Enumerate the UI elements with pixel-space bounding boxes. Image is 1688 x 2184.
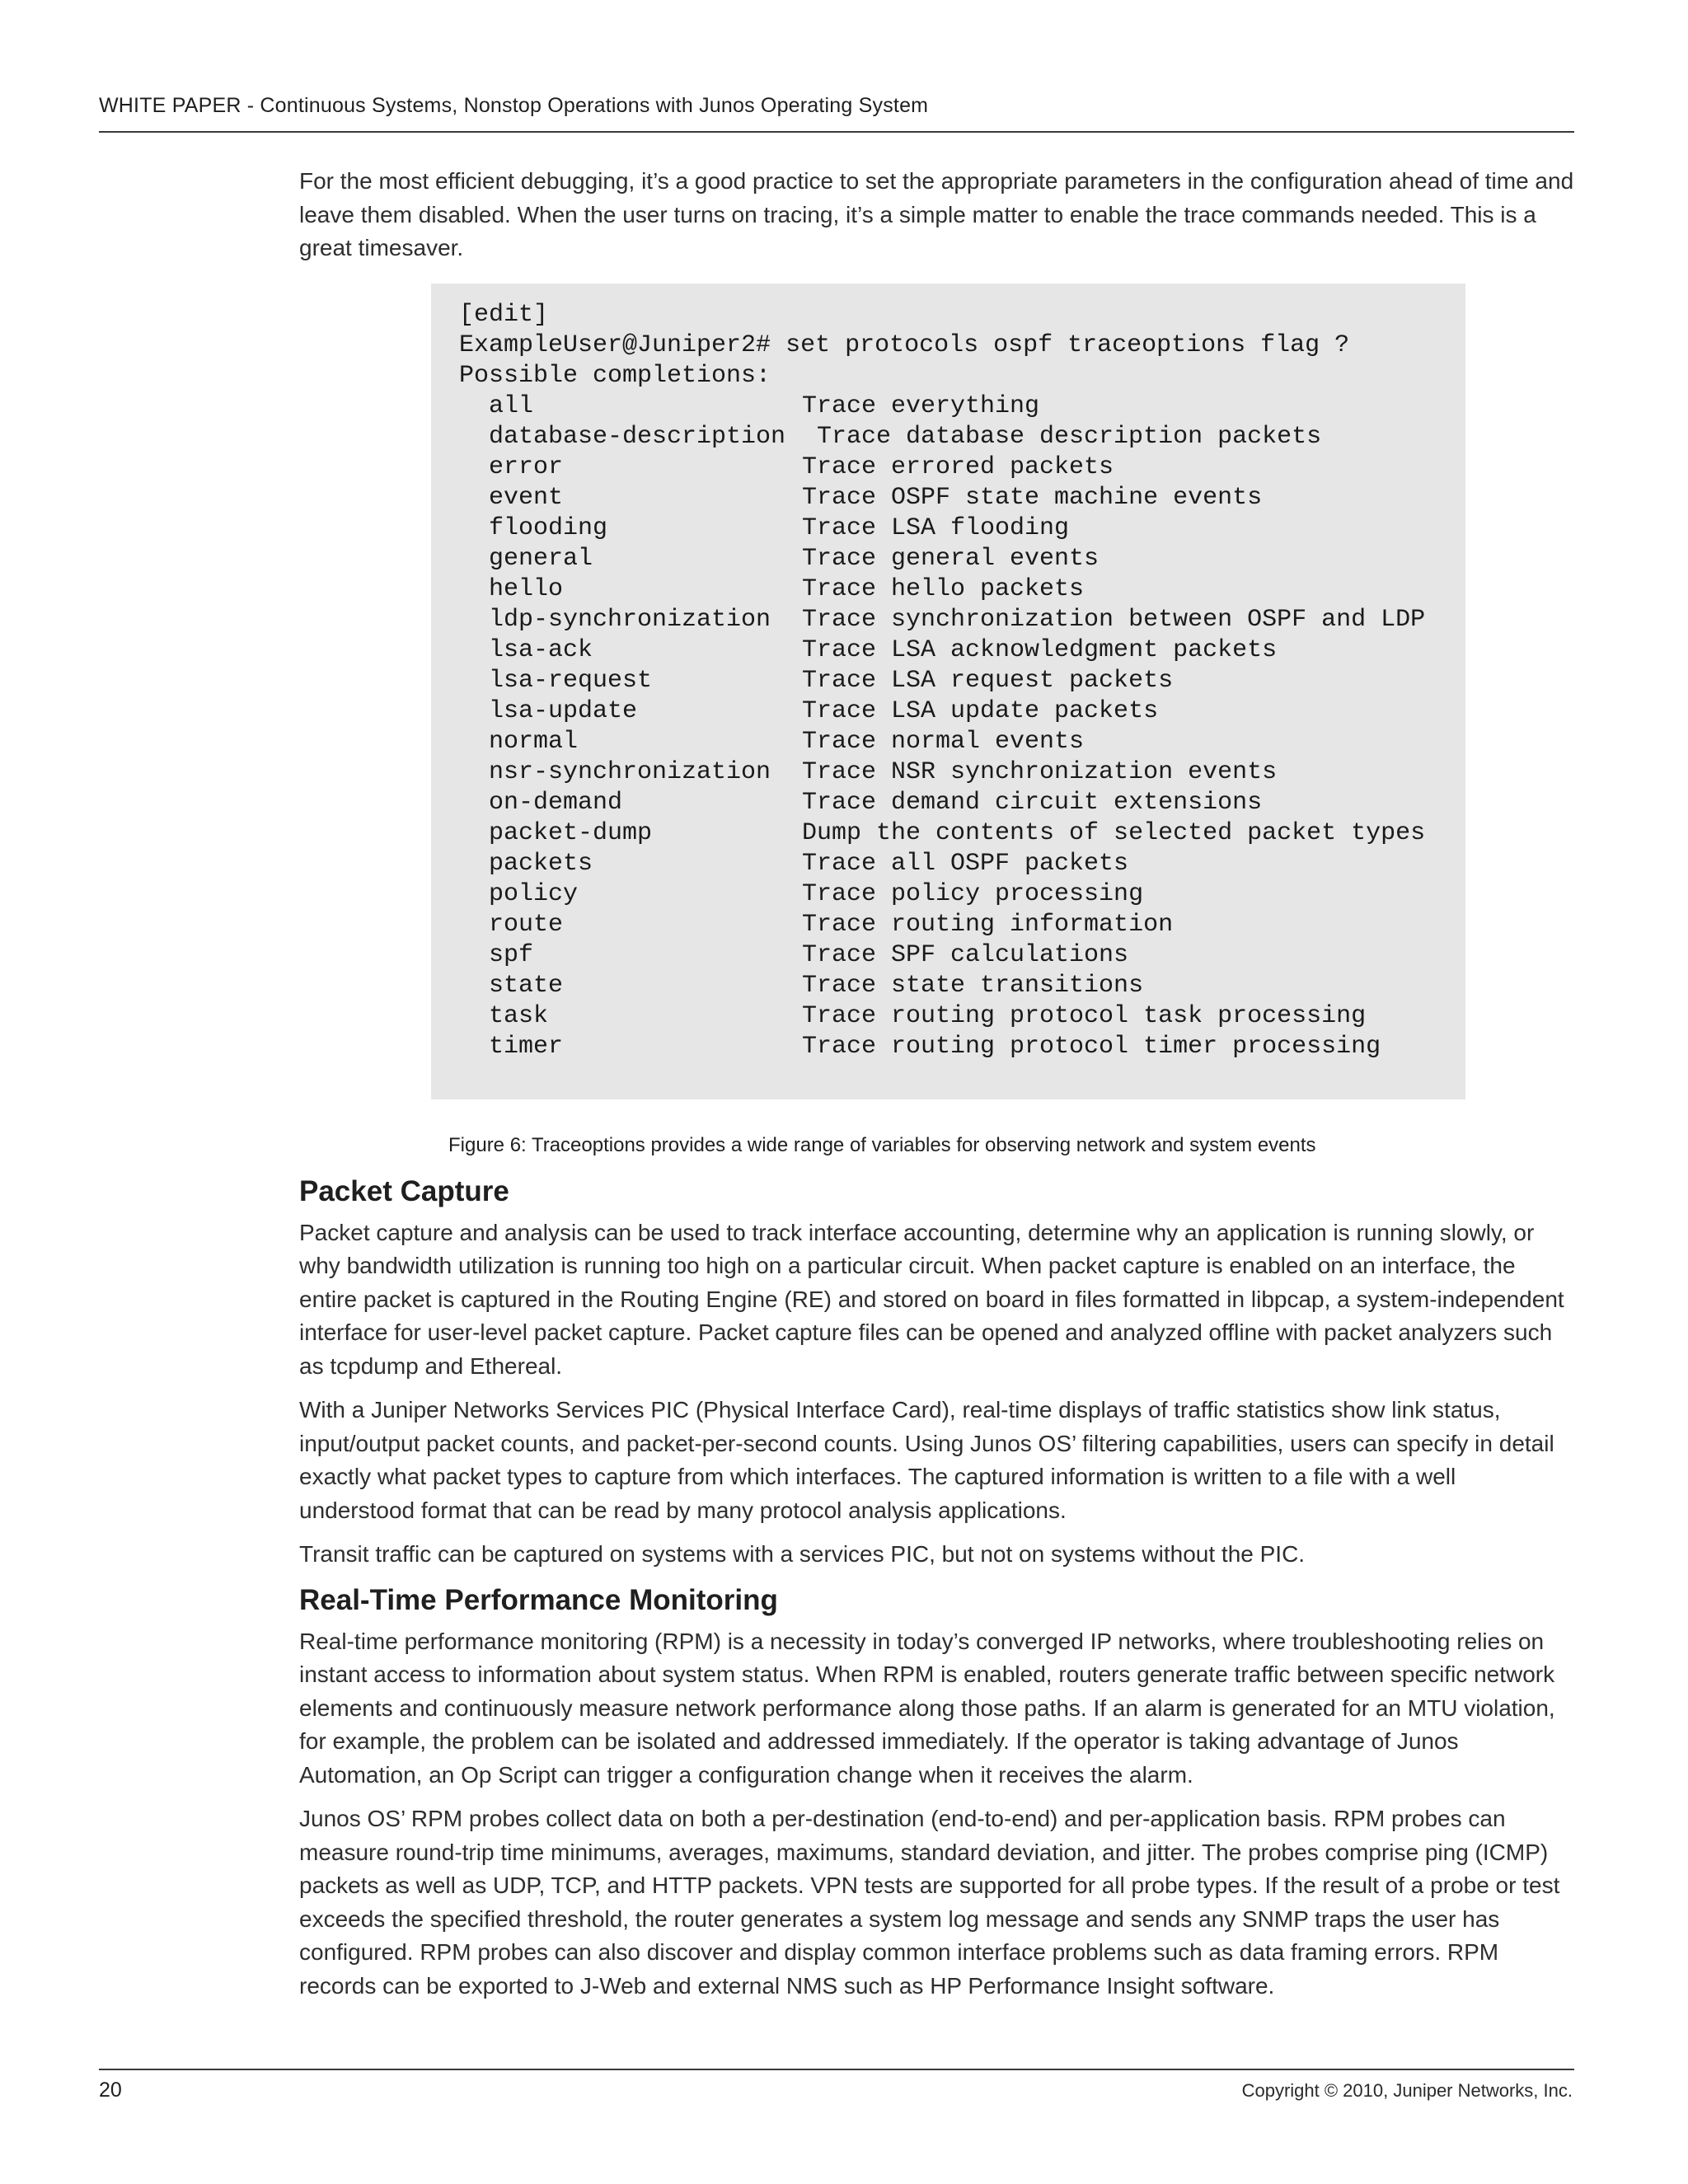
- completion-flag: database-description: [489, 422, 786, 451]
- completion-flag: hello: [489, 574, 564, 603]
- completion-flag: spf: [489, 940, 534, 969]
- completion-description: Trace errored packets: [802, 452, 1114, 481]
- packet-capture-paragraph: Packet capture and analysis can be used to track interface accounting, determine why an application is running slowly, or why bandwidth utilization is running too high on a particular circuit. When packet capture is enabled on an interface, the entire packet is captured in the Routing Engine (RE) and stored on board in files formatted in libpcap, a system-independent interface for user-level packet capture. Packet capture files can be opened and analyzed offline with packet analyzers such as tcpdump and Ethereal.: [299, 1219, 1564, 1379]
- completion-option-row: [459, 605, 1465, 635]
- completion-flag: timer: [489, 1032, 564, 1061]
- completion-option-row: [459, 879, 1465, 910]
- completion-description: Trace NSR synchronization events: [802, 757, 1278, 786]
- page-number: 20: [99, 2079, 122, 2102]
- completion-description: Trace normal events: [802, 727, 1085, 756]
- completion-flag: packet-dump: [489, 818, 653, 847]
- completion-description: Trace everything: [802, 391, 1040, 420]
- completion-flag: task: [489, 1001, 549, 1030]
- code-line-edit: [edit]: [459, 300, 549, 329]
- completion-flag: nsr-synchronization: [489, 757, 771, 786]
- completion-flag: flooding: [489, 513, 608, 542]
- completion-flag: lsa-ack: [489, 635, 593, 664]
- completion-flag: packets: [489, 849, 593, 878]
- completion-description: Trace state transitions: [802, 971, 1144, 1000]
- completion-description: Trace demand circuit extensions: [802, 788, 1263, 817]
- completion-option-row: [459, 696, 1465, 727]
- copyright-notice: Copyright © 2010, Juniper Networks, Inc.: [1241, 2080, 1573, 2101]
- completion-description: Trace routing information: [802, 910, 1174, 939]
- completion-option-row: [459, 1001, 1465, 1032]
- completion-flag: route: [489, 910, 564, 939]
- completion-flag: all: [489, 391, 534, 420]
- completion-option-row: [459, 452, 1465, 483]
- completion-option-row: [459, 1032, 1465, 1062]
- completion-option-row: [459, 422, 1465, 452]
- completion-option-row: [459, 391, 1465, 422]
- completion-flag: general: [489, 544, 593, 573]
- completion-option-row: [459, 513, 1465, 544]
- completion-description: Trace LSA update packets: [802, 696, 1159, 725]
- completion-option-row: [459, 910, 1465, 940]
- completion-option-row: [459, 971, 1465, 1001]
- completion-description: Trace LSA flooding: [802, 513, 1070, 542]
- completion-flag: on-demand: [489, 788, 623, 817]
- completion-flag: error: [489, 452, 564, 481]
- intro-paragraph: For the most efficient debugging, it’s a good practice to set the appropriate parameters in the configuration ahead of time and leave them disabled. When the user turns on tracing, it’s a simple matter to enable the trace commands needed. This is a great timesaver.: [299, 168, 1574, 260]
- completion-option-row: [459, 574, 1465, 605]
- code-line-completions: Possible completions:: [459, 361, 771, 390]
- completion-option-row: [459, 757, 1465, 788]
- section-heading-rpm: Real-Time Performance Monitoring: [299, 1583, 778, 1616]
- packet-capture-paragraph: Transit traffic can be captured on systems with a services PIC, but not on systems without the PIC.: [299, 1541, 1306, 1567]
- completion-description: Trace LSA acknowledgment packets: [802, 635, 1278, 664]
- completion-description: Trace synchronization between OSPF and LDP: [802, 605, 1426, 634]
- completion-option-row: [459, 666, 1465, 696]
- completion-option-row: [459, 635, 1465, 666]
- completion-flag: policy: [489, 879, 579, 908]
- header-divider: [99, 131, 1574, 133]
- completion-option-row: [459, 544, 1465, 574]
- completion-flag: lsa-update: [489, 696, 638, 725]
- completion-description: Trace SPF calculations: [802, 940, 1129, 969]
- completion-option-row: [459, 788, 1465, 818]
- rpm-paragraph: Junos OS’ RPM probes collect data on both a per-destination (end-to-end) and per-application basis. RPM probes can measure round-trip time minimums, averages, maximums, standard deviation, and jitter. The probes comprise ping (ICMP) packets as well as UDP, TCP, and HTTP packets. VPN tests are supported for all probe types. If the result of a probe or test exceeds the specified threshold, the router generates a system log message and sends any SNMP traps the user has configured. RPM probes can also discover and display common interface problems such as data framing errors. RPM records can be exported to J-Web and external NMS such as HP Performance Insight software.: [299, 1806, 1560, 1999]
- completion-description: Trace LSA request packets: [802, 666, 1174, 695]
- completion-flag: ldp-synchronization: [489, 605, 771, 634]
- completion-description: Trace database description packets: [817, 422, 1322, 451]
- figure-caption: Figure 6: Traceoptions provides a wide range of variables for observing network and system events: [448, 1133, 1316, 1156]
- section-heading-packet-capture: Packet Capture: [299, 1174, 509, 1207]
- code-line-command: ExampleUser@Juniper2# set protocols ospf traceoptions flag ?: [459, 330, 1350, 359]
- completion-flag: lsa-request: [489, 666, 653, 695]
- completion-description: Trace OSPF state machine events: [802, 483, 1263, 512]
- completion-description: Trace hello packets: [802, 574, 1085, 603]
- page-header-title: WHITE PAPER - Continuous Systems, Nonstop Operations with Junos Operating System: [99, 94, 929, 117]
- completion-description: Trace routing protocol timer processing: [802, 1032, 1381, 1061]
- completion-flag: state: [489, 971, 564, 1000]
- page-content: [299, 165, 1577, 2013]
- completion-description: Dump the contents of selected packet types: [802, 818, 1426, 847]
- packet-capture-paragraph: With a Juniper Networks Services PIC (Physical Interface Card), real-time displays of traffic statistics show link status, input/output packet counts, and packet-per-second counts. Using Junos OS’ filtering capabilities, users can specify in detail exactly what packet types to capture from which interfaces. The captured information is written to a file with a well understood format that can be read by many protocol analysis applications.: [299, 1397, 1554, 1523]
- code-block: [431, 284, 1465, 1099]
- rpm-paragraph: Real-time performance monitoring (RPM) is a necessity in today’s converged IP networks, where troubleshooting relies on instant access to information about system status. When RPM is enabled, routers generate traffic between specific network elements and continuously measure network performance along those paths. If an alarm is generated for an MTU violation, for example, the problem can be isolated and addressed immediately. If the operator is taking advantage of Junos Automation, an Op Script can trigger a configuration change when it receives the alarm.: [299, 1628, 1555, 1788]
- footer-divider: [99, 2069, 1574, 2070]
- completion-description: Trace policy processing: [802, 879, 1144, 908]
- completion-option-row: [459, 727, 1465, 757]
- completion-flag: normal: [489, 727, 579, 756]
- completion-description: Trace all OSPF packets: [802, 849, 1129, 878]
- completion-flag: event: [489, 483, 564, 512]
- completion-option-row: [459, 849, 1465, 879]
- completion-description: Trace general events: [802, 544, 1100, 573]
- completion-option-row: [459, 483, 1465, 513]
- completion-description: Trace routing protocol task processing: [802, 1001, 1367, 1030]
- completion-options-list: [459, 391, 1465, 1062]
- completion-option-row: [459, 818, 1465, 849]
- completion-option-row: [459, 940, 1465, 971]
